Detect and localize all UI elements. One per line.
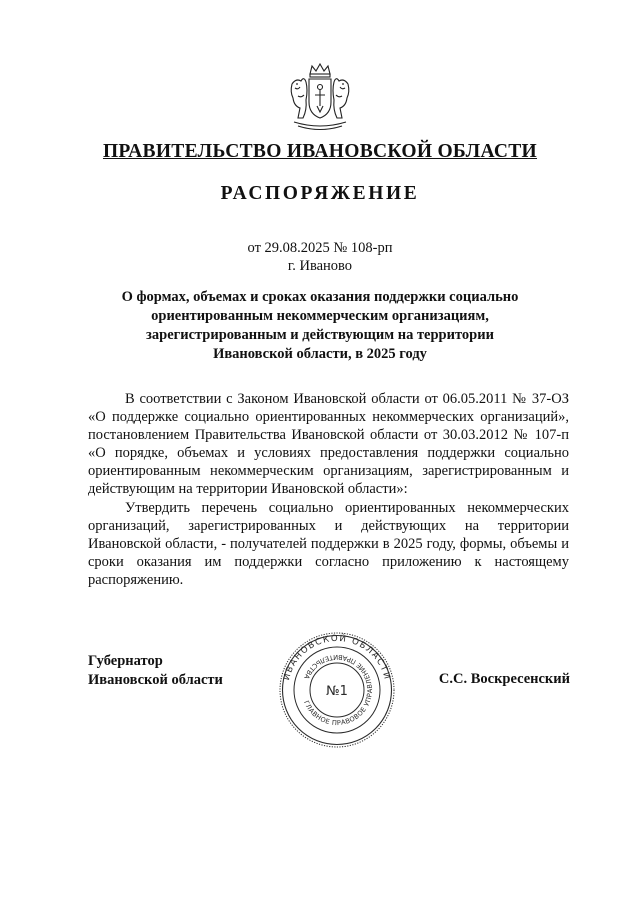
ivanovo-coat-of-arms-icon: [288, 60, 352, 134]
stamp-number: №1: [326, 684, 348, 699]
signer-position-line: Губернатор: [88, 653, 163, 669]
signer-name: С.С. Воскресенский: [438, 671, 570, 687]
subject-line: зарегистрированным и действующим на территории: [146, 327, 494, 343]
document-city: г. Иваново: [287, 258, 353, 274]
organization-title: ПРАВИТЕЛЬСТВО ИВАНОВСКОЙ ОБЛАСТИ: [102, 141, 538, 162]
stamp-outer-text: ИВАНОВСКОЙ ОБЛАСТИ: [281, 633, 393, 682]
signer-position-line: Ивановской области: [88, 672, 223, 688]
subject-line: Ивановской области, в 2025 году: [213, 346, 427, 362]
body-paragraph: Утвердить перечень социально ориентированных некоммерческих организаций, зарегистрированных и действующих на территории Ивановской области, - получателей поддержки в 2025 году, формы, объемы и сроки оказания им поддержки согласно приложению к настоящему распоряжению.: [88, 499, 569, 588]
subject-line: О формах, объемах и сроках оказания поддержки социально: [121, 289, 519, 305]
document-subject: [80, 288, 560, 364]
stamp-inner-text: ГЛАВНОЕ ПРАВОВОЕ УПРАВЛЕНИЕ ПРАВИТЕЛЬСТВА: [302, 652, 375, 728]
subject-line: ориентированным некоммерческим организациям,: [151, 308, 489, 324]
document-body: [88, 390, 569, 589]
body-paragraph: В соответствии с Законом Ивановской области от 06.05.2011 № 37-ОЗ «О поддержке социально ориентированных некоммерческих организаций», постановлением Правительства Ивановской области от 30.03.2012 № 107-п «О порядке, объемах и условиях предоставления поддержки социально ориентированным некоммерческим организациям, зарегистрированным и действующим на территории Ивановской области»:: [88, 391, 569, 498]
official-stamp: [277, 630, 397, 750]
document-type: РАСПОРЯЖЕНИЕ: [220, 183, 420, 204]
signer-position: [88, 652, 223, 690]
document-date-number: от 29.08.2025 № 108-рп: [247, 240, 393, 256]
